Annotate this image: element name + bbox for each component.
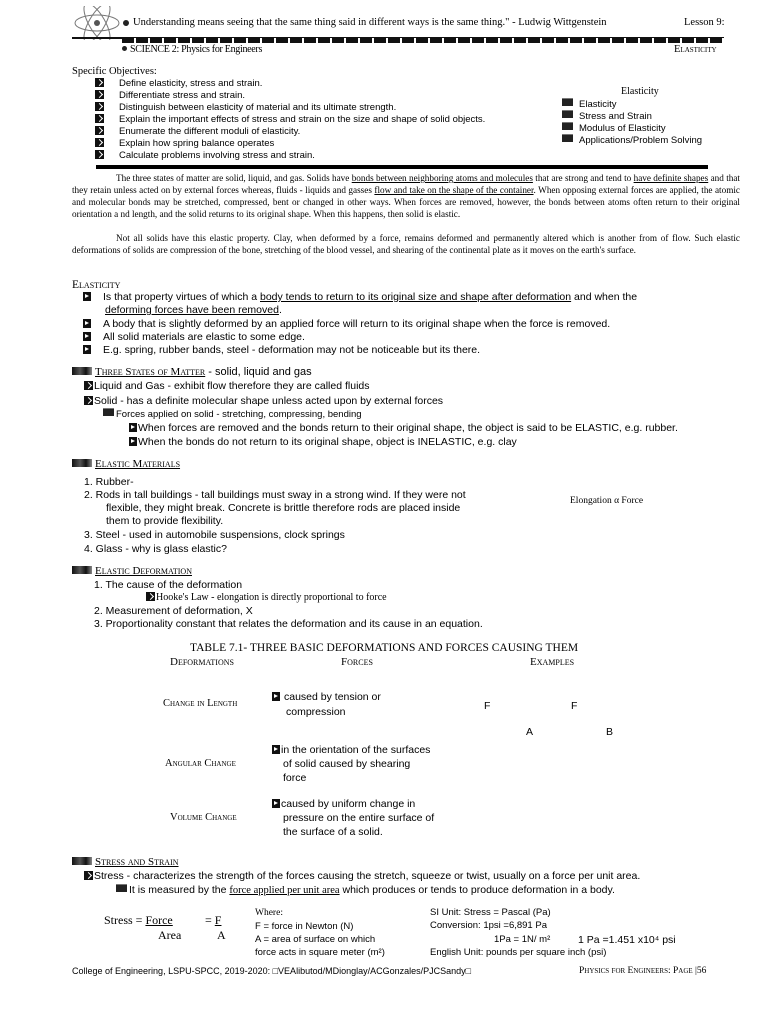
states-line-1: Liquid and Gas - exhibit flow therefore they are called fluids (84, 380, 370, 393)
pointing-hand-icon (72, 459, 92, 467)
deformation-item-3: 3. Proportionality constant that relates the deformation and its cause in an equation. (94, 618, 483, 630)
toc-item: Elasticity (562, 98, 616, 111)
check-icon (146, 592, 155, 601)
deformation-type: Angular Change (165, 758, 236, 769)
check-icon (84, 396, 93, 405)
force-description-cont: force (283, 772, 307, 784)
stress-heading: Stress and Strain (95, 856, 179, 868)
si-unit: SI Unit: Stress = Pascal (Pa) (430, 907, 551, 918)
conversion: Conversion: 1psi =6,891 Pa (430, 920, 547, 931)
intro-paragraph-2: Not all solids have this elastic property. Clay, when deformed by a force, remains deformed and permanently altered which is another from of flow. Such elastic deformations of solids are compression of the bone, stretching of the blood vessel, and shearing of the continental plate as it moves on the earth's surface. (72, 233, 740, 255)
check-icon (95, 138, 104, 147)
arrow-bullet-icon (129, 423, 137, 432)
elasticity-point-3: All solid materials are elastic to some edge. (83, 331, 305, 344)
bookmark-icon (116, 884, 127, 892)
figure-label-f1: F (484, 700, 491, 712)
pointing-hand-icon (72, 367, 92, 375)
arrow-bullet-icon (272, 799, 280, 808)
bookmark-icon (103, 408, 114, 416)
objective-item: Define elasticity, stress and strain. (95, 78, 262, 90)
deformation-type: Volume Change (170, 812, 237, 823)
figure-label-a: A (526, 726, 534, 738)
bookmark-icon (562, 122, 573, 130)
toc-title: Elasticity (621, 86, 659, 97)
force-description-cont: of solid caused by shearing (283, 758, 411, 770)
course-bullet-icon (122, 46, 127, 51)
stress-heading-row (72, 856, 179, 869)
objectives-title: Specific Objectives: (72, 66, 157, 77)
atom-logo (72, 6, 122, 40)
table-header-deformations: Deformations (170, 656, 234, 668)
states-line-4: When forces are removed and the bonds return to their original shape, the object is said to be ELASTIC, e.g. rubber. (129, 422, 678, 435)
footer-credits: College of Engineering, LSPU-SPCC, 2019-2020: □VEAlibutod/MDionglay/ACGonzales/PJCSandy□ (72, 966, 472, 976)
formula-stress: Stress = Force (104, 913, 173, 927)
material-item: 1. Rubber- (84, 476, 134, 488)
arrow-bullet-icon (83, 332, 91, 341)
formula-f-over-a: = F (205, 913, 222, 927)
conversion-pa: 1Pa = 1N/ m² (494, 934, 551, 945)
bookmark-icon (562, 134, 573, 142)
material-item: them to provide flexibility. (106, 515, 224, 527)
objective-item: Calculate problems involving stress and strain. (95, 150, 315, 162)
table-header-examples: Examples (530, 656, 575, 668)
deformation-type: Change in Length (163, 698, 238, 709)
states-heading: Three States of Matter (95, 366, 206, 378)
english-unit: English Unit: pounds per square inch (psi) (430, 947, 607, 958)
stress-definition: Stress - characterizes the strength of the forces causing the stretch, squeeze or twist, usually on a force per unit area. (84, 870, 640, 883)
table-header-forces: Forces (341, 656, 373, 668)
check-icon (84, 871, 93, 880)
force-description: in the orientation of the surfaces (272, 744, 430, 757)
deformation-item-1a: Hooke's Law - elongation is directly proportional to force (146, 592, 387, 604)
check-icon (95, 114, 104, 123)
elasticity-heading: Elasticity (72, 279, 121, 291)
material-item: 4. Glass - why is glass elastic? (84, 543, 227, 555)
lesson-number: Lesson 9: (684, 17, 725, 28)
deformation-heading: Elastic Deformation (95, 565, 192, 577)
elasticity-point-1-cont: deforming forces have been removed. (105, 304, 282, 316)
course-title: SCIENCE 2: Physics for Engineers (130, 44, 263, 55)
states-line-2: Solid - has a definite molecular shape unless acted upon by external forces (84, 395, 443, 408)
states-line-5: When the bonds do not return to its original shape, object is INELASTIC, e.g. clay (129, 436, 517, 449)
force-description-cont: the surface of a solid. (283, 826, 383, 838)
material-item: 2. Rods in tall buildings - tall buildings must sway in a strong wind. If they were not (84, 489, 466, 501)
pointing-hand-icon (72, 566, 92, 574)
states-heading-row: Three States of Matter - solid, liquid and gas (72, 366, 312, 379)
check-icon (95, 78, 104, 87)
elasticity-point-4: E.g. spring, rubber bands, steel - deformation may not be noticeable but its there. (83, 344, 480, 357)
materials-heading: Elastic Materials (95, 458, 181, 470)
stress-measure: It is measured by the force applied per unit area which produces or tends to produce deformation in a body. (116, 884, 615, 898)
force-description-cont: compression (286, 706, 346, 718)
deformation-item-2: 2. Measurement of deformation, X (94, 605, 253, 617)
bookmark-icon (562, 98, 573, 106)
objective-item: Explain how spring balance operates (95, 138, 274, 150)
elasticity-point-1: Is that property virtues of which a body tends to return to its original size and shape after deformation and when the (83, 291, 637, 304)
arrow-bullet-icon (272, 692, 280, 701)
where-force: F = force in Newton (N) (255, 921, 354, 932)
objective-item: Explain the important effects of stress and strain on the size and shape of solid objects. (95, 114, 485, 126)
pointing-hand-icon (72, 857, 92, 865)
check-icon (95, 90, 104, 99)
formula-area: Area (158, 928, 182, 942)
toc-item: Stress and Strain (562, 110, 652, 123)
quote-bullet-icon (123, 20, 129, 26)
states-line-3: Forces applied on solid - stretching, compressing, bending (103, 408, 362, 421)
material-item: flexible, they might break. Concrete is brittle therefore rods are placed inside (106, 502, 461, 514)
where-label: Where: (255, 908, 283, 918)
materials-heading-row (72, 458, 180, 471)
figure-label-f2: F (571, 700, 578, 712)
check-icon (95, 102, 104, 111)
section-divider (96, 165, 708, 169)
arrow-bullet-icon (83, 319, 91, 328)
check-icon (84, 381, 93, 390)
arrow-bullet-icon (83, 292, 91, 301)
table-caption: TABLE 7.1- THREE BASIC DEFORMATIONS AND FORCES CAUSING THEM (190, 642, 579, 654)
elasticity-point-2: A body that is slightly deformed by an applied force will return to its original shape when the force is removed. (83, 318, 610, 331)
force-description: caused by tension or (272, 691, 381, 704)
toc-item: Applications/Problem Solving (562, 134, 702, 147)
header-quote: Understanding means seeing that the same thing said in different ways is the same thing." - Ludwig Wittgenstein (133, 17, 607, 28)
where-area-cont: force acts in square meter (m²) (255, 947, 385, 958)
objective-item: Distinguish between elasticity of material and its ultimate strength. (95, 102, 396, 114)
arrow-bullet-icon (272, 745, 280, 754)
elongation-note: Elongation α Force (570, 496, 644, 506)
objective-item: Enumerate the different moduli of elasticity. (95, 126, 300, 138)
where-area: A = area of surface on which (255, 934, 376, 945)
arrow-bullet-icon (83, 345, 91, 354)
conversion-psi: 1 Pa =1.451 x10⁴ psi (578, 934, 676, 946)
check-icon (95, 150, 104, 159)
force-description-cont: pressure on the entire surface of (283, 812, 435, 824)
deformation-heading-row (72, 565, 192, 578)
toc-item: Modulus of Elasticity (562, 122, 666, 135)
check-icon (95, 126, 104, 135)
header-pattern-bar (122, 38, 724, 43)
deformation-item-1: 1. The cause of the deformation (94, 579, 243, 591)
formula-a: A (217, 928, 226, 942)
arrow-bullet-icon (129, 437, 137, 446)
intro-paragraph-1: The three states of matter are solid, liquid, and gas. Solids have bonds between neighboring atoms and molecules that are strong and tend to have definite shapes and that they retain unless acted on by external forces whereas, fluids - liquids and gasses flow and take on the shape of the container. When opposing external forces are applied, the atomic and molecular bonds may be stretched, compressed, bent or changed in other ways. When forces are removed, however, the bonds between atoms often return to their original orientation a nd length, and the solid returns to its original shape. When this happens, then solid is elastic. (72, 173, 740, 219)
topic-title: Elasticity (674, 44, 717, 55)
figure-label-b: B (606, 726, 614, 738)
material-item: 3. Steel - used in automobile suspensions, clock springs (84, 529, 345, 541)
force-description: caused by uniform change in (272, 798, 415, 811)
objective-item: Differentiate stress and strain. (95, 90, 245, 102)
footer-page: Physics for Engineers: Page |56 (579, 966, 707, 976)
bookmark-icon (562, 110, 573, 118)
